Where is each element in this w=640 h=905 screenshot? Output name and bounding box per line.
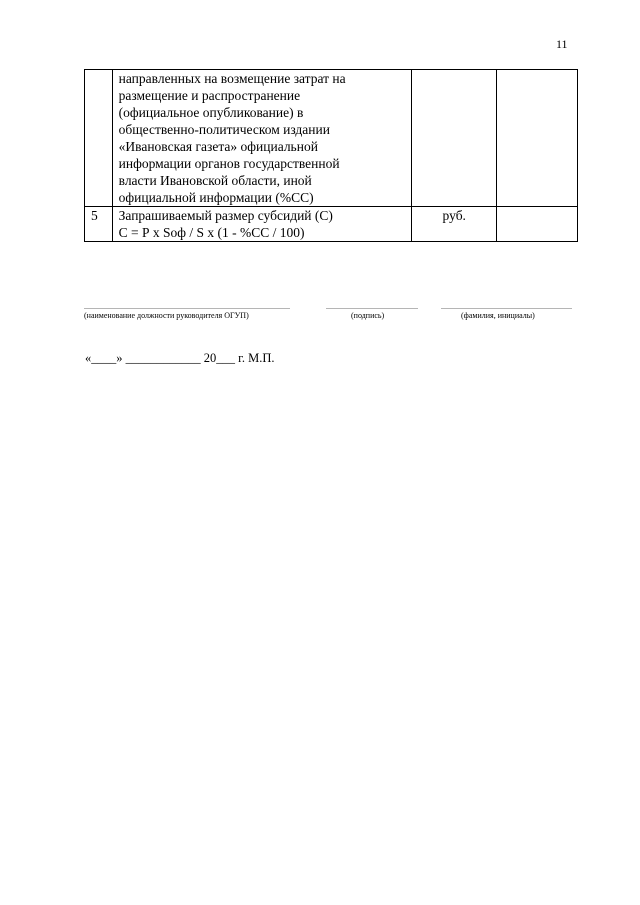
page-number: 11 [556, 37, 568, 51]
name-signature-line [441, 308, 572, 309]
position-signature-line [84, 308, 290, 309]
row-description-cell [112, 207, 412, 242]
row-unit-cell [412, 70, 497, 207]
description-line: (официальное опубликование) в [118, 105, 304, 120]
position-caption: (наименование должности руководителя ОГУП) [84, 311, 249, 320]
formula-line: С = Р х Sоф / S х (1 - %СС / 100) [118, 225, 305, 240]
description-line: Запрашиваемый размер субсидий (С) [118, 208, 333, 223]
description-line: власти Ивановской области, иной [118, 173, 312, 188]
description-line: размещение и распространение [118, 88, 301, 103]
signature-line [326, 308, 418, 309]
signature-caption: (подпись) [351, 311, 385, 320]
row-unit-cell: руб. [412, 207, 497, 242]
table-row [85, 70, 578, 207]
row-number-cell [85, 70, 113, 207]
row-number-cell: 5 [85, 207, 113, 242]
description-line: официальной информации (%СС) [118, 190, 314, 205]
description-line: общественно-политическом издании [118, 122, 330, 137]
description-line: «Ивановская газета» официальной [118, 139, 318, 154]
subsidy-table [84, 69, 578, 242]
row-value-cell [497, 70, 578, 207]
date-stamp-line: «____» ____________ 20___ г. М.П. [85, 351, 275, 365]
row-value-cell [497, 207, 578, 242]
name-caption: (фамилия, инициалы) [461, 311, 535, 320]
description-line: направленных на возмещение затрат на [118, 71, 346, 86]
description-line: информации органов государственной [118, 156, 340, 171]
table-row [85, 207, 578, 242]
row-description-cell [112, 70, 412, 207]
